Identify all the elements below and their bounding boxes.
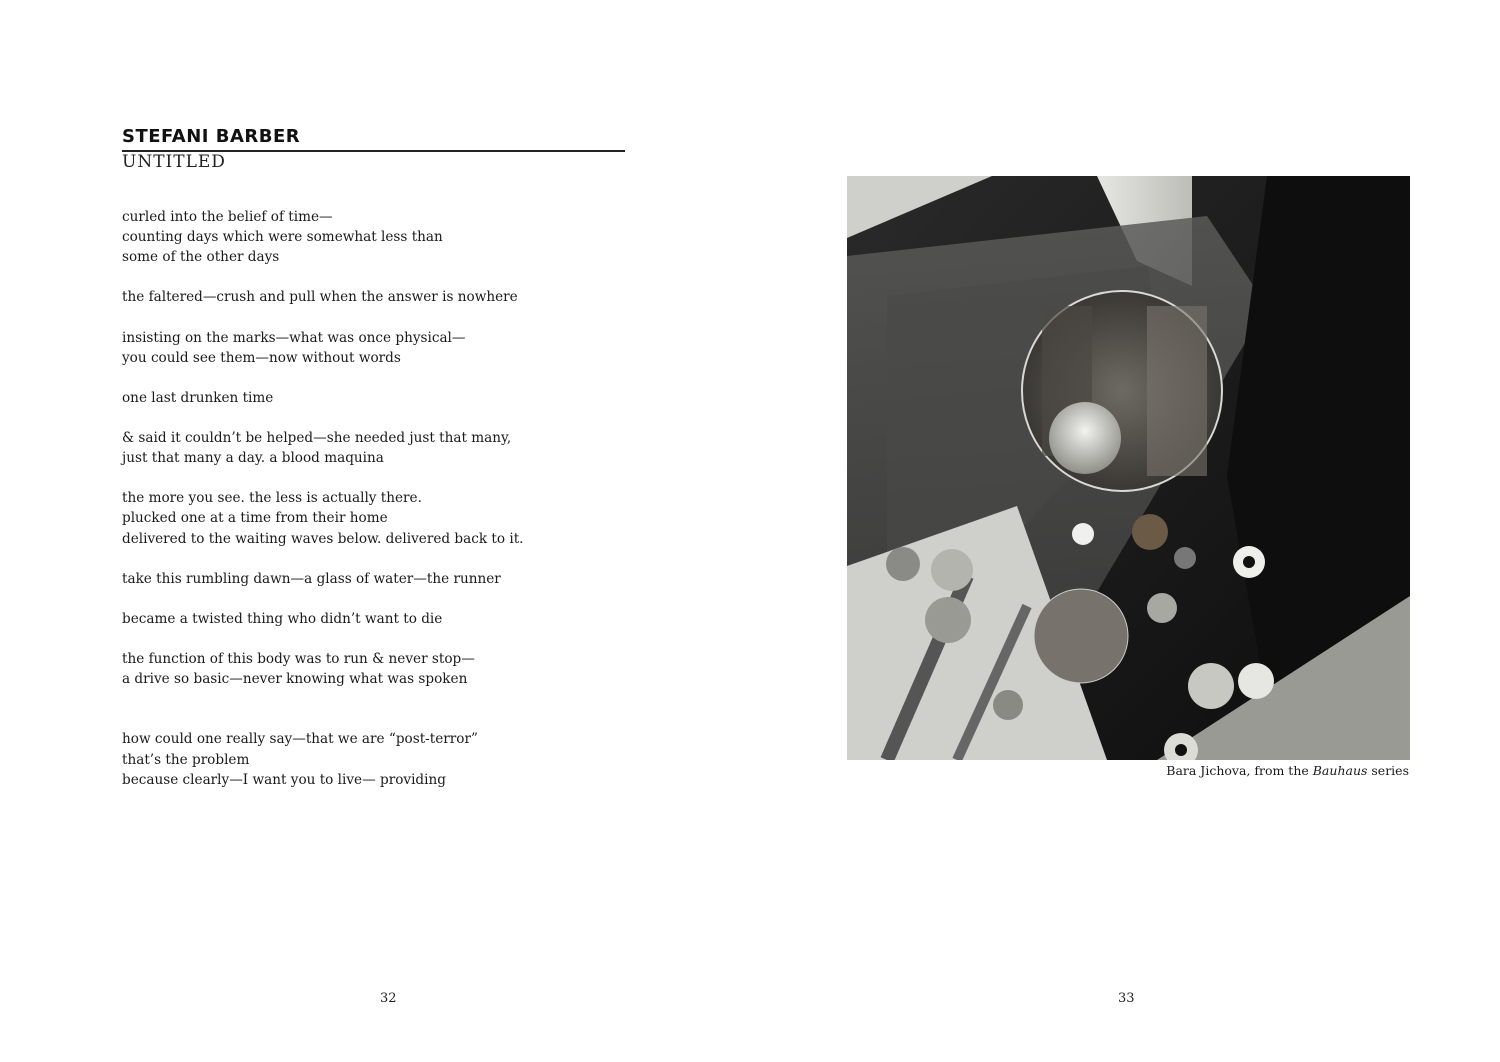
poem-line: insisting on the marks—what was once physical— [122, 329, 466, 346]
photo-caption [1166, 763, 1409, 778]
author-name: STEFANI BARBER [122, 126, 625, 152]
poem-line: & said it couldn’t be helped—she needed just that many, [122, 430, 512, 447]
stanza [122, 388, 682, 408]
poem-line: take this rumbling dawn—a glass of water—the runner [122, 570, 501, 587]
stanza [122, 328, 682, 368]
caption-suffix: series [1367, 763, 1409, 778]
poem-line: became a twisted thing who didn’t want to die [122, 610, 443, 627]
stanza [122, 569, 682, 589]
stanza [122, 649, 682, 689]
stanza [122, 609, 682, 629]
stanza [122, 207, 682, 267]
collage-photo [847, 176, 1410, 760]
stanza [122, 488, 682, 548]
poem-line: one last drunken time [122, 389, 274, 406]
collage-photo-image [847, 176, 1410, 760]
poem-line: because clearly—I want you to live— providing [122, 771, 446, 788]
stanza [122, 729, 682, 789]
poem-line: plucked one at a time from their home [122, 510, 388, 527]
poem-line: counting days which were somewhat less than [122, 229, 443, 246]
poem-line: just that many a day. a blood maquina [122, 450, 384, 467]
caption-prefix: Bara Jichova, from the [1166, 763, 1313, 778]
poem-line: a drive so basic—never knowing what was spoken [122, 671, 468, 688]
poem-line: curled into the belief of time— [122, 209, 333, 225]
poem-line: the faltered—crush and pull when the answer is nowhere [122, 289, 518, 306]
poem-line: you could see them—now without words [122, 349, 401, 366]
poem-line: the more you see. the less is actually there. [122, 490, 422, 507]
poem-line: how could one really say—that we are “post-terror” [122, 731, 478, 748]
page-number: 32 [380, 991, 397, 1006]
poem-body [122, 207, 682, 810]
poem-line: the function of this body was to run & never stop— [122, 651, 475, 668]
stanza [122, 287, 682, 307]
poem-title: UNTITLED [122, 152, 226, 172]
poem-line: some of the other days [122, 249, 280, 266]
stanza [122, 428, 682, 468]
caption-series: Bauhaus [1312, 763, 1368, 778]
page-number: 33 [1118, 991, 1135, 1006]
poem-line: delivered to the waiting waves below. delivered back to it. [122, 530, 524, 547]
poem-line: that’s the problem [122, 751, 250, 768]
right-page [750, 0, 1500, 1062]
